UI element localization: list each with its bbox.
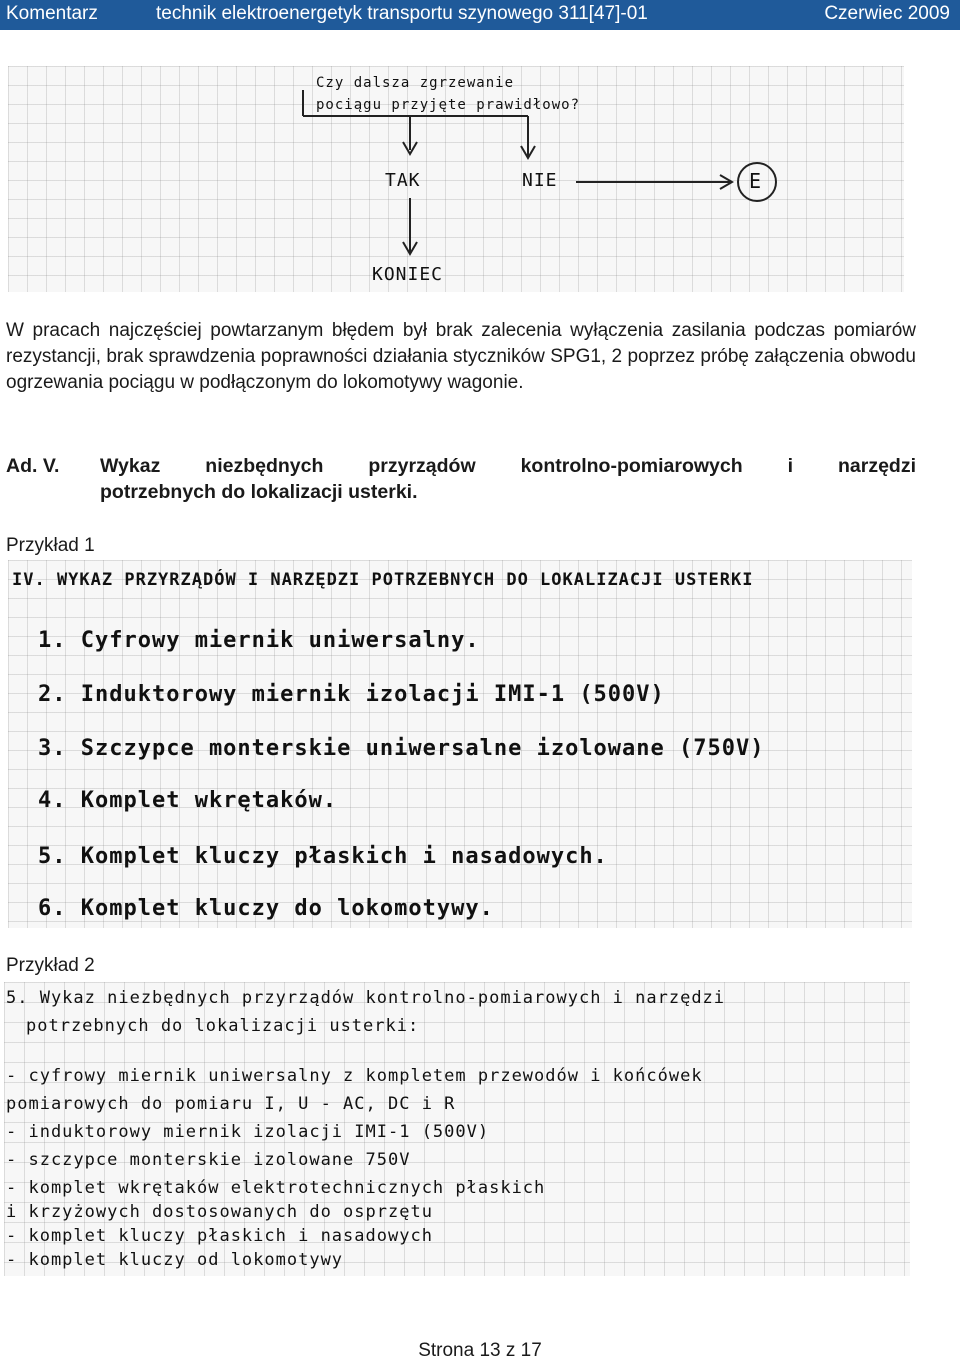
example2-label: Przykład 2 [6, 955, 95, 976]
example1-label: Przykład 1 [6, 535, 95, 556]
example2-line: i krzyżowych dostosowanych do osprzętu [6, 1202, 433, 1222]
section-title-line2: potrzebnych do lokalizacji usterki. [100, 481, 418, 503]
example1-item: 1. Cyfrowy miernik uniwersalny. [38, 628, 480, 653]
flowchart-scan [8, 66, 904, 292]
example1-item: 4. Komplet wkrętaków. [38, 788, 338, 813]
section-title-line1: Wykaz niezbędnych przyrządów kontrolno-pomiarowych i narzędzi [100, 455, 916, 477]
page-footer: Strona 13 z 17 [418, 1340, 542, 1361]
flowchart-no: NIE [522, 170, 558, 191]
flowchart-final: KONIEC [372, 264, 444, 285]
example1-item: 3. Szczypce monterskie uniwersalne izolowane (750V) [38, 736, 765, 761]
example1-item: 2. Induktorowy miernik izolacji IMI-1 (500V) [38, 682, 665, 707]
header-center: technik elektroenergetyk transportu szynowego 311[47]-01 [156, 3, 648, 24]
example2-line: - induktorowy miernik izolacji IMI-1 (500V) [6, 1122, 490, 1142]
example2-line: 5. Wykaz niezbędnych przyrządów kontrolno-pomiarowych i narzędzi [6, 988, 726, 1008]
example2-line: potrzebnych do lokalizacji usterki: [26, 1016, 420, 1036]
example2-line: - cyfrowy miernik uniwersalny z kompletem przewodów i końcówek [6, 1066, 703, 1086]
example1-heading: IV. WYKAZ PRZYRZĄDÓW I NARZĘDZI POTRZEBNYCH DO LOKALIZACJI USTERKI [12, 570, 754, 590]
header-right: Czerwiec 2009 [824, 3, 950, 24]
example2-scan [4, 982, 910, 1276]
example1-item: 5. Komplet kluczy płaskich i nasadowych. [38, 844, 608, 869]
example2-line: - komplet kluczy płaskich i nasadowych [6, 1226, 433, 1246]
flowchart-end-symbol: E [749, 169, 763, 193]
flowchart-yes: TAK [385, 170, 421, 191]
flowchart-question: Czy dalsza zgrzewanie pociągu przyjęte prawidłowo? [316, 75, 581, 113]
example2-line: pomiarowych do pomiaru I, U - AC, DC i R [6, 1094, 456, 1114]
example2-line: - komplet kluczy od lokomotywy [6, 1250, 344, 1270]
example1-item: 6. Komplet kluczy do lokomotywy. [38, 896, 494, 921]
example2-line: - szczypce monterskie izolowane 750V [6, 1150, 411, 1170]
section-number: Ad. V. [6, 455, 60, 477]
example1-scan [8, 560, 912, 928]
page-header [0, 0, 960, 30]
intro-paragraph: W pracach najczęściej powtarzanym błędem był brak zalecenia wyłączenia zasilania podczas pomiarów rezystancji, brak sprawdzenia poprawności działania styczników SPG1, 2 poprzez próbę załączenia obwodu ogrzewania pociągu w podłączonym do lokomotywy wagonie. [6, 320, 916, 393]
example2-line: - komplet wkrętaków elektrotechnicznych płaskich [6, 1178, 546, 1198]
header-left: Komentarz [6, 3, 98, 24]
